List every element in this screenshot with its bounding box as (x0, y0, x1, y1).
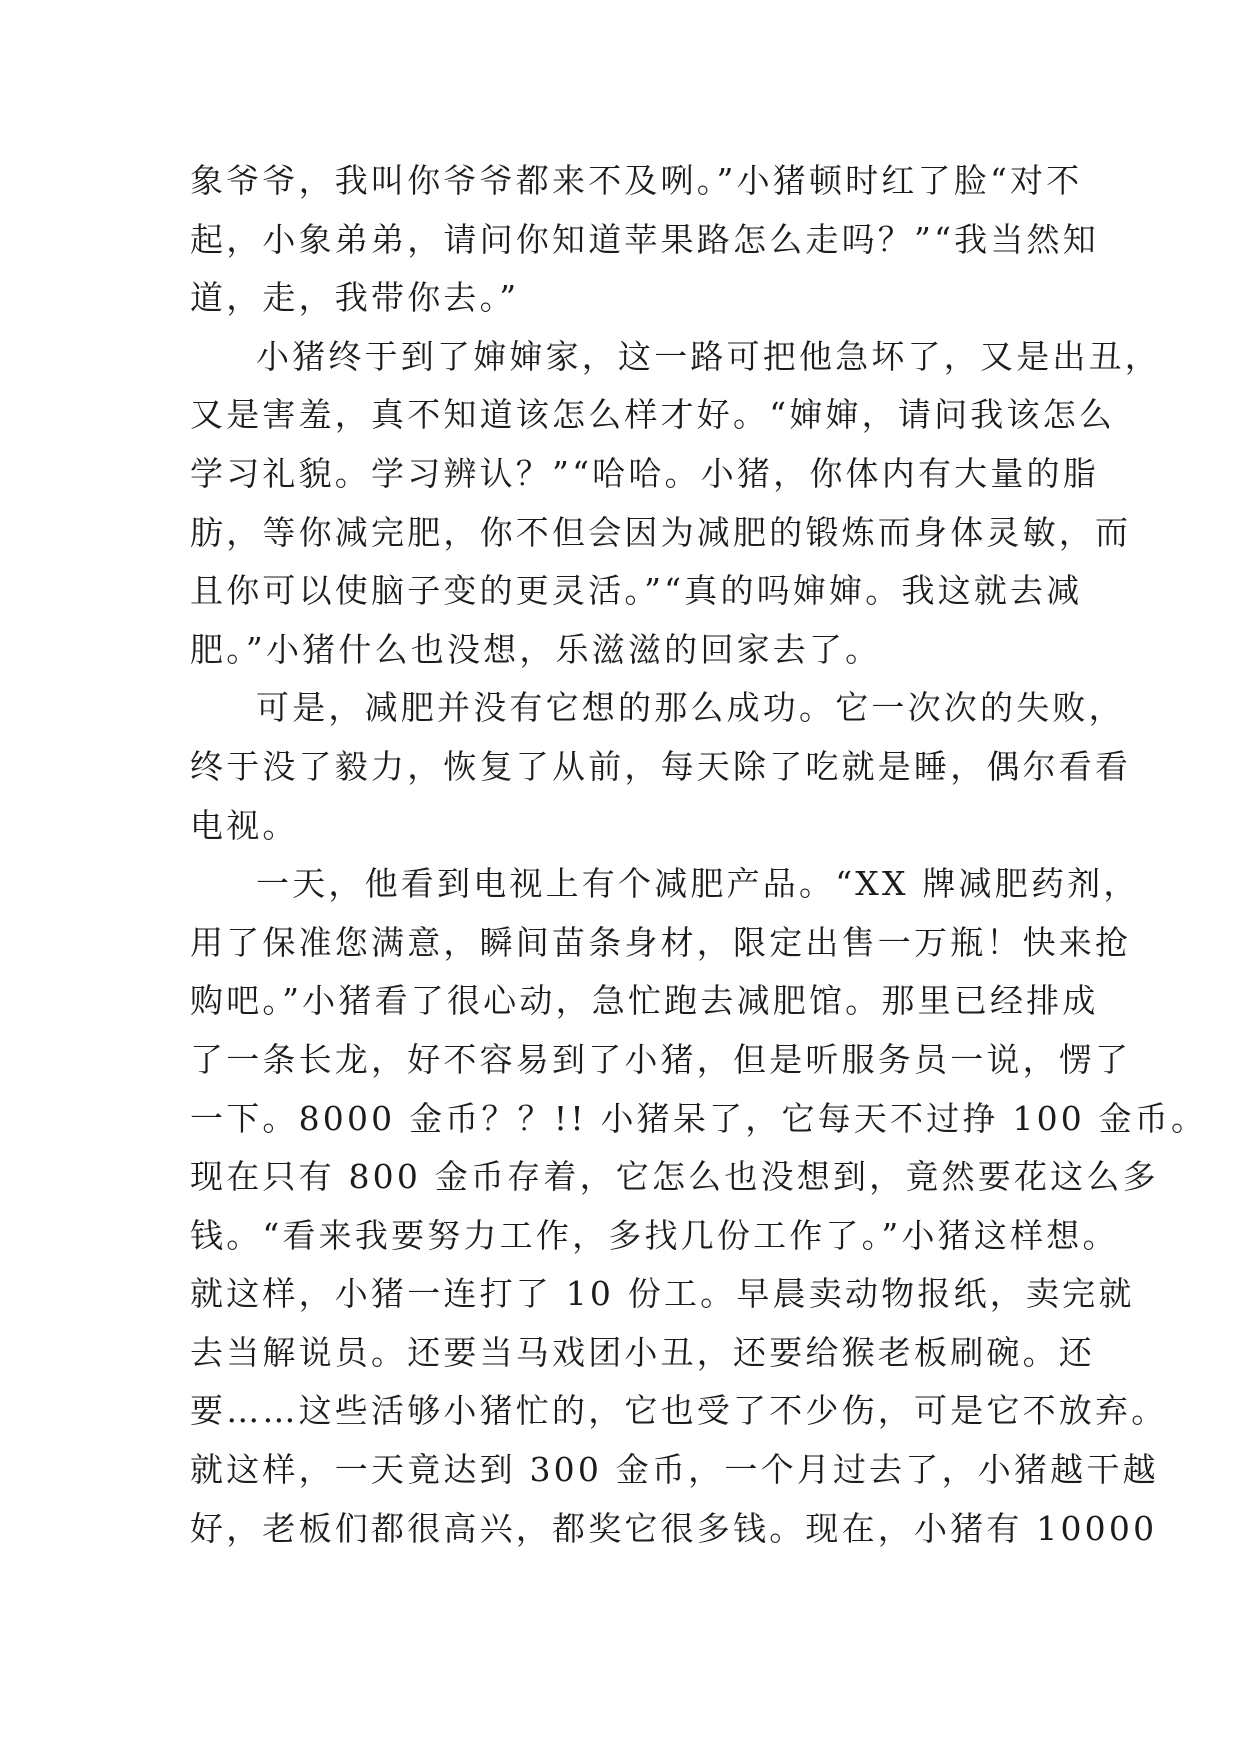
text-line: 又是害羞，真不知道该怎么样才好。“婶婶，请问我该怎么 (190, 395, 1116, 435)
paragraph-first-line: 一天，他看到电视上有个减肥产品。“XX 牌减肥药剂， (256, 864, 1140, 904)
text-line: 终于没了毅力，恢复了从前，每天除了吃就是睡，偶尔看看 (190, 746, 1132, 786)
text-line: 去当解说员。还要当马戏团小丑，还要给猴老板刷碗。还 (190, 1332, 1095, 1372)
text-line: 用了保准您满意，瞬间苗条身材，限定出售一万瓶！快来抢 (190, 922, 1132, 962)
paragraph-first-line: 小猪终于到了婶婶家，这一路可把他急坏了，又是出丑， (256, 336, 1161, 376)
text-line: 就这样，小猪一连打了 10 份工。早晨卖动物报纸，卖完就 (190, 1274, 1135, 1314)
text-line: 学习礼貌。学习辨认？”“哈哈。小猪，你体内有大量的脂 (190, 453, 1099, 493)
text-line: 钱。“看来我要努力工作，多找几份工作了。”小猪这样想。 (190, 1215, 1119, 1255)
text-line: 了一条长龙，好不容易到了小猪，但是听服务员一说，愣了 (190, 1039, 1132, 1079)
text-line: 肪，等你减完肥，你不但会因为减肥的锻炼而身体灵敏，而 (190, 512, 1132, 552)
text-line: 肥。”小猪什么也没想，乐滋滋的回家去了。 (190, 629, 882, 669)
paragraph-first-line: 可是，减肥并没有它想的那么成功。它一次次的失败， (256, 688, 1125, 728)
text-line: 道，走，我带你去。” (190, 278, 520, 318)
text-line: 起，小象弟弟，请问你知道苹果路怎么走吗？”“我当然知 (190, 219, 1099, 259)
text-line: 就这样，一天竟达到 300 金币，一个月过去了，小猪越干越 (190, 1450, 1159, 1490)
text-line: 象爷爷，我叫你爷爷都来不及咧。”小猪顿时红了脸“对不 (190, 161, 1083, 200)
text-line: 电视。 (190, 805, 299, 845)
text-line: 好，老板们都很高兴，都奖它很多钱。现在，小猪有 10000 (190, 1508, 1158, 1548)
body-text (190, 152, 1208, 1558)
text-line: 要……这些活够小猪忙的，它也受了不少伤，可是它不放弃。 (190, 1391, 1168, 1431)
text-line: 现在只有 800 金币存着，它怎么也没想到，竟然要花这么多 (190, 1157, 1159, 1197)
text-line: 购吧。”小猪看了很心动，急忙跑去减肥馆。那里已经排成 (190, 981, 1099, 1021)
text-line: 一下。8000 金币？？!! 小猪呆了，它每天不过挣 100 金币。 (190, 1098, 1208, 1138)
text-line: 且你可以使脑子变的更灵活。”“真的吗婶婶。我这就去减 (190, 571, 1083, 611)
